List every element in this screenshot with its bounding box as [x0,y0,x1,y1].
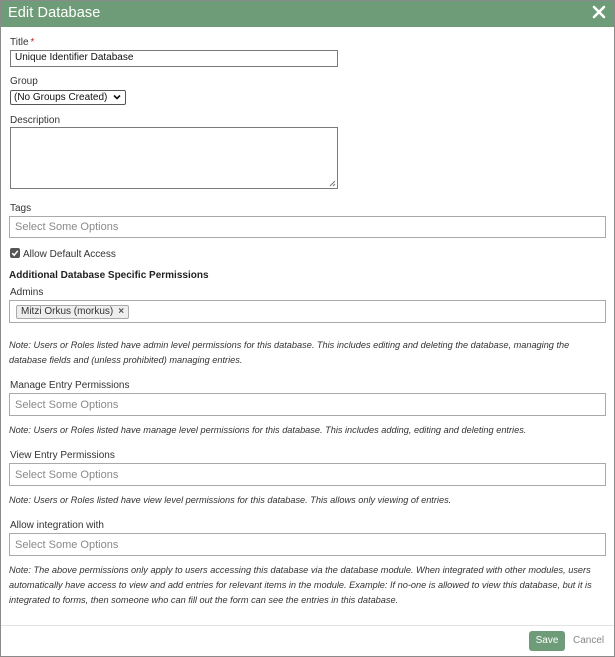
close-icon[interactable] [592,4,606,20]
group-select[interactable] [10,90,126,105]
integration-label: Allow integration with [10,520,104,531]
group-select-value: (No Groups Created) [14,92,108,103]
permissions-heading: Additional Database Specific Permissions [9,270,209,281]
allow-default-access-label: Allow Default Access [23,249,116,260]
view-entry-note: Note: Users or Roles listed have view level permissions for this database. This allows only viewing of entries. [9,495,452,505]
tags-multiselect[interactable] [9,216,606,238]
allow-default-access-checkbox[interactable] [10,248,20,258]
chip-remove-icon[interactable]: × [118,306,125,317]
view-entry-multiselect[interactable] [9,463,606,486]
dialog-titlebar [1,1,614,27]
save-button[interactable]: Save [529,631,565,651]
footer-divider [1,625,614,626]
manage-entry-label: Manage Entry Permissions [10,380,130,391]
description-textarea[interactable] [10,127,338,189]
admin-chip [16,305,129,319]
manage-entry-multiselect[interactable] [9,393,606,416]
manage-entry-placeholder: Select Some Options [15,399,119,411]
admins-multiselect[interactable] [9,300,606,323]
dialog-title: Edit Database [8,5,101,21]
group-label: Group [10,76,38,87]
resize-grip-icon[interactable] [329,180,336,187]
admin-chip-label: Mitzi Orkus (morkus) [21,306,114,317]
manage-entry-note: Note: Users or Roles listed have manage level permissions for this database. This includes adding, editing and deleting entries. [9,425,527,435]
view-entry-placeholder: Select Some Options [15,469,119,481]
cancel-link[interactable]: Cancel [573,635,605,646]
tags-placeholder: Select Some Options [15,221,119,233]
title-input[interactable] [10,50,338,67]
integration-note: Note: The above permissions only apply to users accessing this database via the database module. When integrated with other modules, users automatically have access to view and add entries for relevant items in the module. Example: If no-one is allowed to view this database, but it is integrated to forms, then someone who can fill out the form can see the entries in this database. [9,565,592,605]
chevron-down-icon [113,94,121,100]
title-input-value: Unique Identifier Database [15,52,134,63]
integration-placeholder: Select Some Options [15,539,119,551]
admins-note: Note: Users or Roles listed have admin level permissions for this database. This includes editing and deleting the database, managing the database fields and (unless prohibited) managing entries. [9,340,570,365]
required-mark: * [30,37,35,48]
view-entry-label: View Entry Permissions [10,450,115,461]
title-label: Title * [10,37,35,48]
description-label: Description [10,115,61,126]
tags-label: Tags [10,203,32,214]
check-icon [11,249,19,257]
admins-label: Admins [10,287,44,298]
integration-multiselect[interactable] [9,533,606,556]
